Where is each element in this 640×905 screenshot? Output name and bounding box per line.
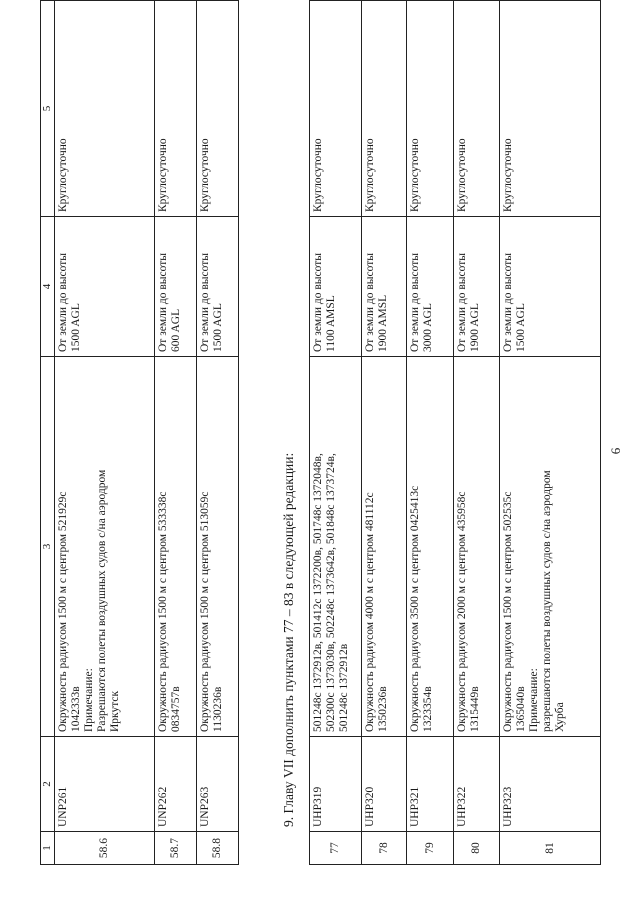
page-number: 6 (608, 447, 623, 455)
table-row (407, 1, 454, 865)
altitude-line: От земли до высоты (57, 253, 69, 352)
table-row (362, 1, 407, 865)
altitude-line: 1900 AMSL (377, 294, 389, 352)
zone-description (500, 357, 601, 737)
operating-time: Круглосуточно (407, 1, 454, 217)
zone-code: UHP319 (310, 737, 362, 832)
altitude-limits (500, 217, 601, 357)
altitude-limits (55, 217, 155, 357)
zone-description (55, 357, 155, 737)
altitude-line: От земли до высоты (157, 253, 169, 352)
altitude-limits (310, 217, 362, 357)
description-line: Окружность радиусом 4000 м с центром 481112с (364, 492, 376, 732)
description-line: Окружность радиусом 1500 м с центром 533338с (157, 491, 169, 732)
row-number: 79 (407, 832, 454, 865)
zone-code: UNP263 (197, 737, 239, 832)
description-line: Разрешаются полеты воздушных судов с/на аэродром (96, 469, 108, 732)
altitude-line: 1900 AGL (469, 303, 481, 352)
column-header: 5 (41, 1, 55, 217)
operating-time: Круглосуточно (55, 1, 155, 217)
altitude-line: 3000 AGL (422, 303, 434, 352)
zone-code: UHP321 (407, 737, 454, 832)
altitude-line: 600 AGL (170, 308, 182, 352)
description-line: 501248с 1372912в (338, 643, 350, 732)
column-header: 3 (41, 357, 55, 737)
description-line: Примечание: (528, 668, 540, 732)
description-line: Иркутск (109, 690, 121, 732)
altitude-line: От земли до высоты (312, 253, 324, 352)
operating-time: Круглосуточно (155, 1, 197, 217)
row-number: 80 (454, 832, 500, 865)
zone-description (310, 357, 362, 737)
altitude-limits (362, 217, 407, 357)
description-line: 502300с 1373030в, 502248с 1373642в, 501848с 1373724в, (325, 453, 337, 732)
zone-description (362, 357, 407, 737)
table-row (310, 1, 362, 865)
zone-code: UNP261 (55, 737, 155, 832)
description-line: Окружность радиусом 1500 м с центром 513059с (199, 491, 211, 732)
altitude-line: От земли до высоты (409, 253, 421, 352)
operating-time: Круглосуточно (310, 1, 362, 217)
table-row (55, 1, 155, 865)
altitude-limits (197, 217, 239, 357)
description-line: 1130236в (212, 686, 224, 732)
zone-description (197, 357, 239, 737)
table-row (197, 1, 239, 865)
zone-code: UHP322 (454, 737, 500, 832)
altitude-line: От земли до высоты (502, 253, 514, 352)
operating-time: Круглосуточно (362, 1, 407, 217)
altitude-line: От земли до высоты (199, 253, 211, 352)
zone-code: UHP320 (362, 737, 407, 832)
operating-time: Круглосуточно (500, 1, 601, 217)
description-line: 1323354в (422, 686, 434, 732)
description-line: Хурба (554, 702, 566, 732)
altitude-line: 1500 AGL (212, 303, 224, 352)
zone-code: UNP262 (155, 737, 197, 832)
table-row (500, 1, 601, 865)
description-line: 1350236в (377, 686, 389, 732)
altitude-line: 1500 AGL (70, 303, 82, 352)
zone-description (454, 357, 500, 737)
airspace-table-1 (40, 0, 239, 865)
altitude-line: От земли до высоты (364, 253, 376, 352)
description-line: Окружность радиусом 1500 м с центром 502535с (502, 491, 514, 732)
altitude-line: 1100 AMSL (325, 295, 337, 352)
column-header: 4 (41, 217, 55, 357)
zone-description (155, 357, 197, 737)
operating-time: Круглосуточно (197, 1, 239, 217)
row-number: 77 (310, 832, 362, 865)
description-line: 501248с 1372912в, 501412с 1372200в, 501748с 1372048в, (312, 453, 324, 732)
altitude-line: 1500 AGL (515, 303, 527, 352)
row-number: 81 (500, 832, 601, 865)
row-number: 58.7 (155, 832, 197, 865)
row-number: 58.8 (197, 832, 239, 865)
column-header: 2 (41, 737, 55, 832)
table-header-row (41, 1, 55, 865)
description-line: Примечание: (83, 668, 95, 732)
description-line: Окружность радиусом 2000 м с центром 435958с (456, 491, 468, 732)
description-line: 1365040в (515, 686, 527, 732)
description-line: Окружность радиусом 1500 м с центром 521929с (57, 491, 69, 732)
column-header: 1 (41, 832, 55, 865)
row-number: 58.6 (55, 832, 155, 865)
airspace-table-2 (309, 0, 601, 865)
zone-code: UHP323 (500, 737, 601, 832)
altitude-line: От земли до высоты (456, 253, 468, 352)
description-line: разрешаются полеты воздушных судов с/на аэродром (541, 470, 553, 732)
description-line: 0834757в (170, 686, 182, 732)
description-line: Окружность радиусом 3500 м с центром 0425413с (409, 485, 421, 732)
table-row (155, 1, 197, 865)
row-number: 78 (362, 832, 407, 865)
section-instruction: 9. Главу VII дополнить пунктами 77 – 83 в следующей редакции: (281, 452, 296, 827)
description-line: 1315449в (469, 686, 481, 732)
altitude-limits (155, 217, 197, 357)
operating-time: Круглосуточно (454, 1, 500, 217)
altitude-limits (454, 217, 500, 357)
description-line: 1042333в (70, 686, 82, 732)
zone-description (407, 357, 454, 737)
table-row (454, 1, 500, 865)
altitude-limits (407, 217, 454, 357)
